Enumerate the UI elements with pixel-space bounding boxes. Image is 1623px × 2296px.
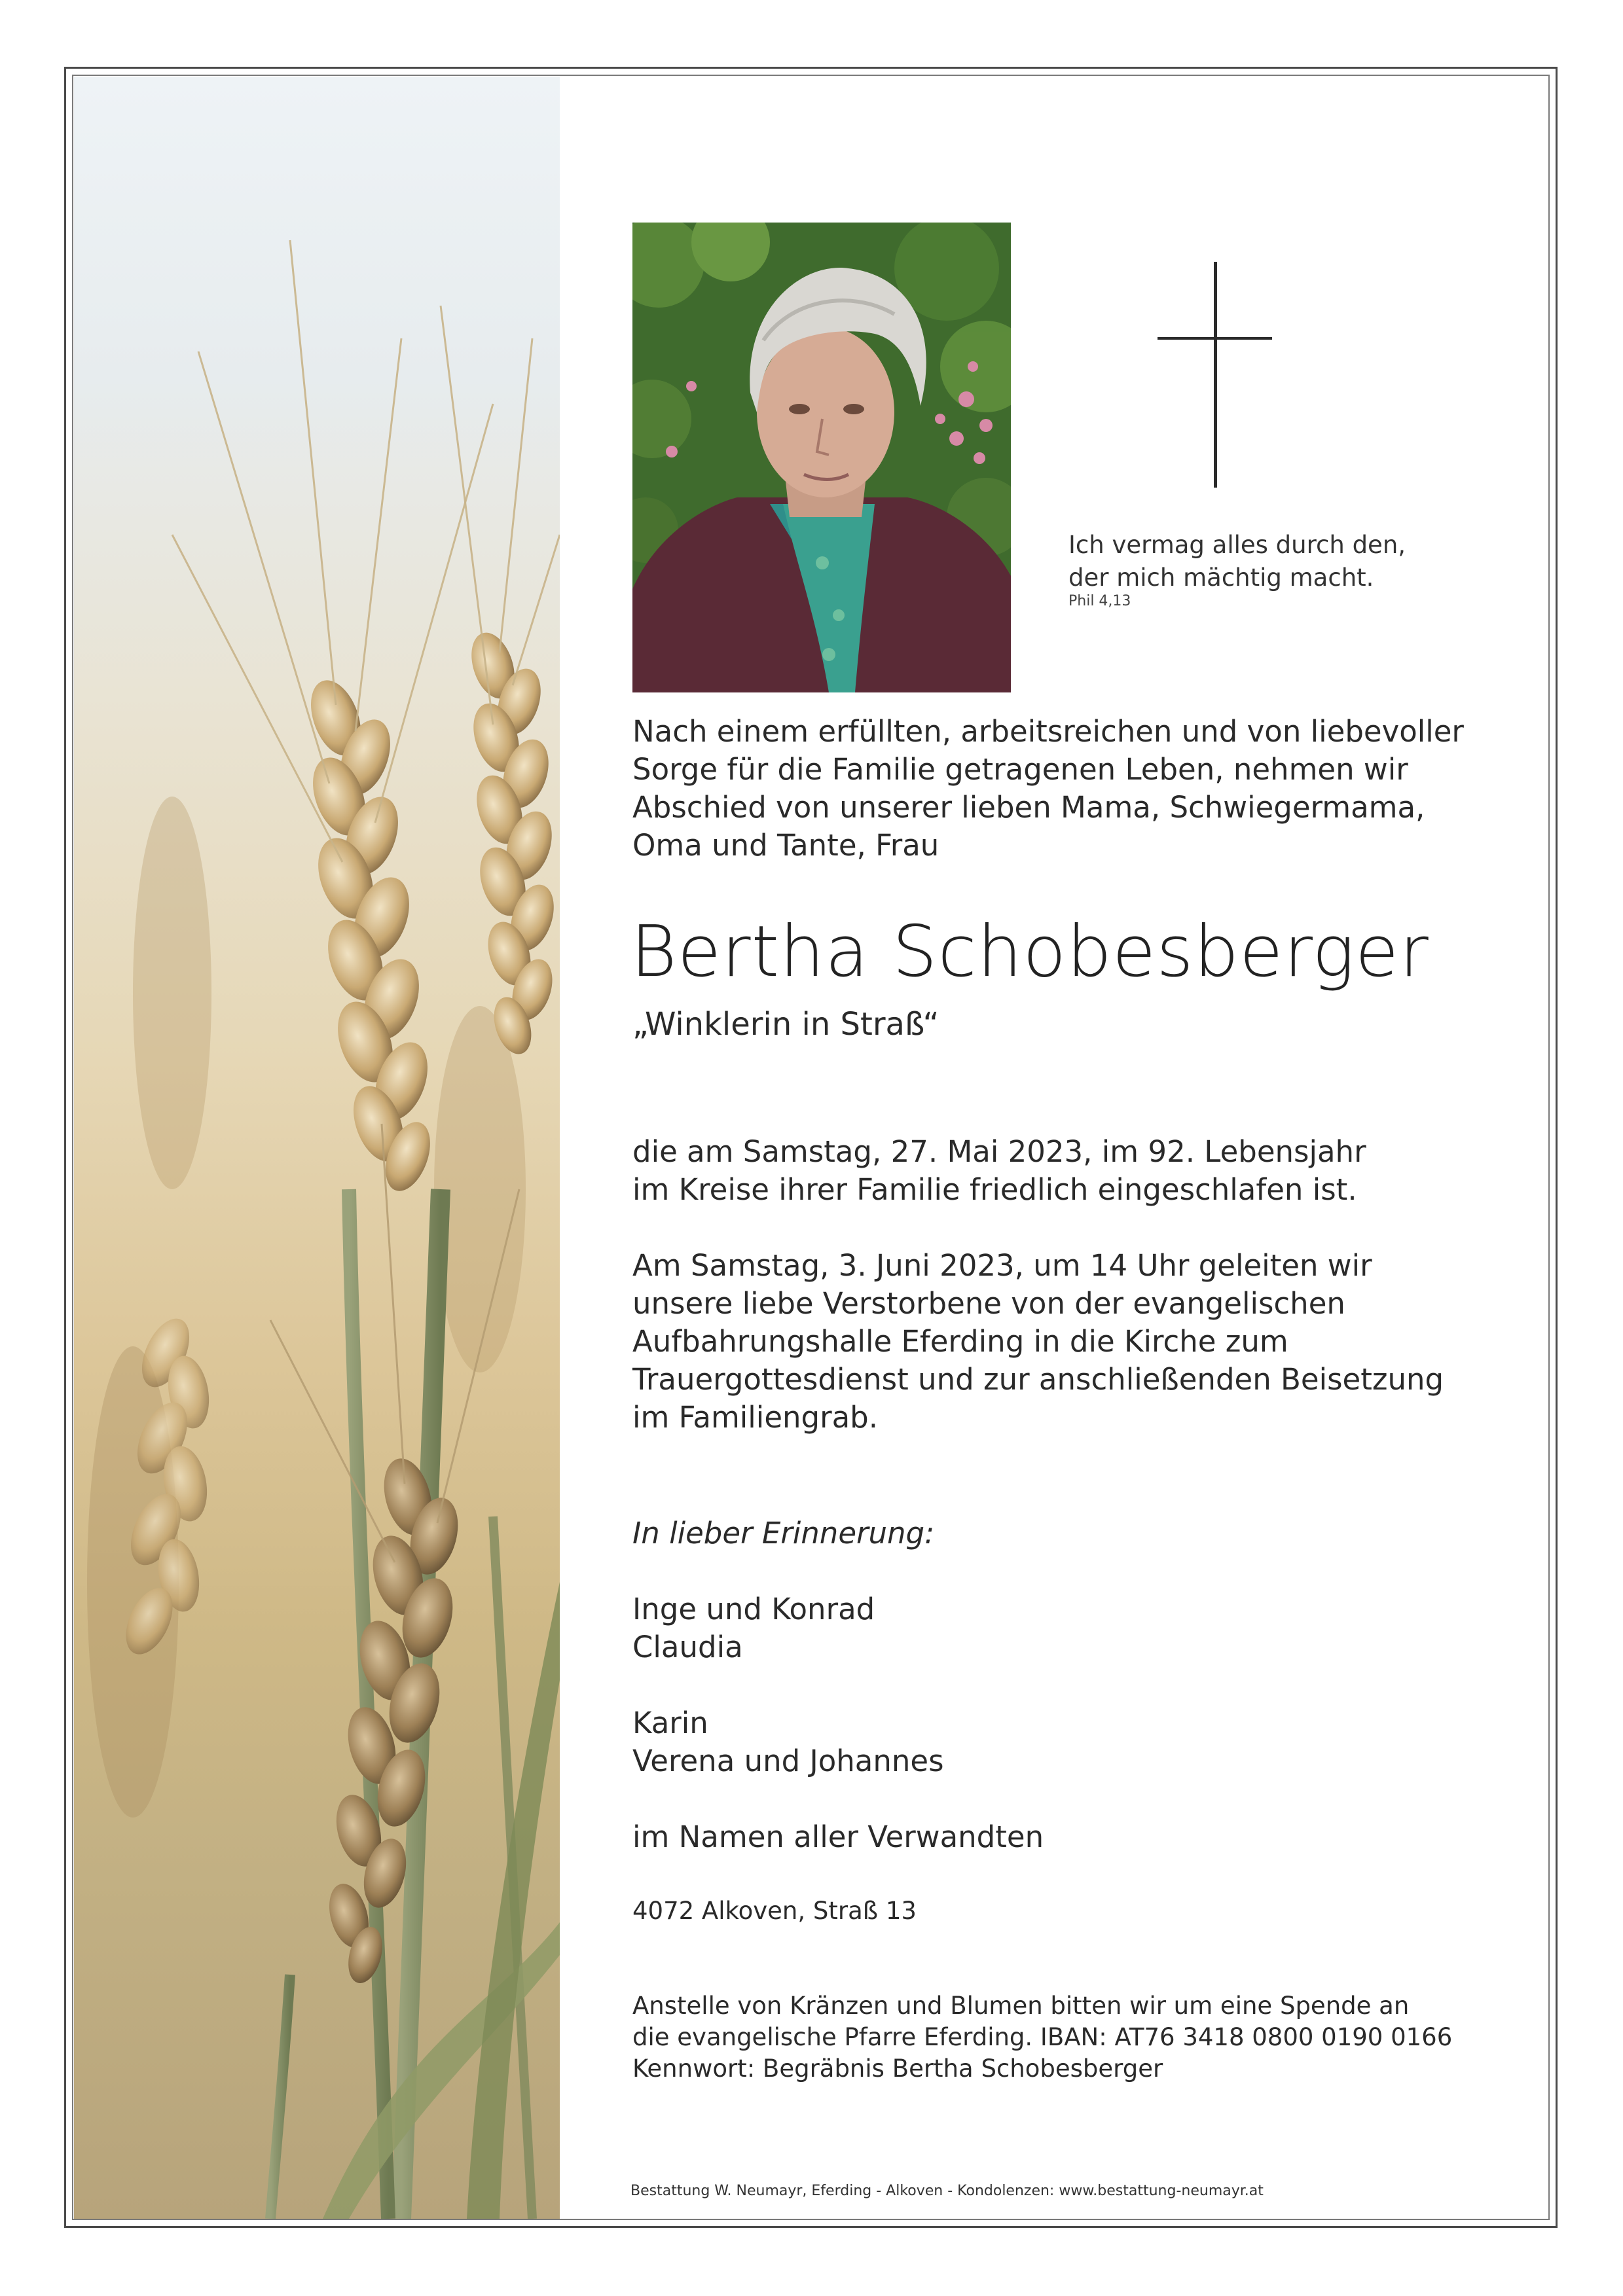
funeral-line: unsere liebe Verstorbene von der evangelischen [632,1286,1345,1321]
relatives-line: im Namen aller Verwandten [632,1820,1044,1854]
mourner-line: Inge und Konrad [632,1592,875,1626]
mourners-heading: In lieber Erinnerung: [632,1516,935,1551]
intro-line: Oma und Tante, Frau [632,828,939,863]
deceased-name: Bertha Schobesberger [630,911,1429,993]
intro-line: Nach einem erfüllten, arbeitsreichen und von liebevoller [632,714,1464,749]
funeral-line: Am Samstag, 3. Juni 2023, um 14 Uhr geleiten wir [632,1248,1372,1283]
mourner-line: Claudia [632,1630,743,1664]
donation-line: die evangelische Pfarre Eferding. IBAN: AT76 3418 0800 0190 0166 [632,2023,1453,2051]
verse-reference: Phil 4,13 [1068,593,1131,609]
bible-verse [1068,529,1406,594]
cross-icon-bar [1158,337,1272,340]
death-line: im Kreise ihrer Familie friedlich eingeschlafen ist. [632,1172,1357,1207]
wheat-photo [74,77,560,2219]
intro-line: Abschied von unserer lieben Mama, Schwiegermama, [632,790,1425,825]
death-line: die am Samstag, 27. Mai 2023, im 92. Lebensjahr [632,1134,1366,1169]
cross-icon [1214,262,1217,488]
verse-line: der mich mächtig macht. [1068,564,1374,592]
funeral-line: Aufbahrungshalle Eferding in die Kirche zum [632,1324,1288,1359]
mourner-line: Verena und Johannes [632,1744,944,1778]
address: 4072 Alkoven, Straß 13 [632,1897,917,1925]
footer-credit: Bestattung W. Neumayr, Eferding - Alkoven - Kondolenzen: www.bestattung-neumayr.at [630,2183,1264,2199]
verse-line: Ich vermag alles durch den, [1068,531,1406,559]
donation-line: Anstelle von Kränzen und Blumen bitten wir um eine Spende an [632,1992,1410,2020]
funeral-line: Trauergottesdienst und zur anschließenden Beisetzung [632,1362,1444,1397]
portrait-photo [632,223,1011,692]
deceased-nickname: „Winklerin in Straß“ [632,1006,939,1043]
funeral-line: im Familiengrab. [632,1400,879,1435]
donation-line: Kennwort: Begräbnis Bertha Schobesberger [632,2054,1163,2083]
mourner-line: Karin [632,1706,708,1740]
intro-line: Sorge für die Familie getragenen Leben, nehmen wir [632,752,1408,787]
